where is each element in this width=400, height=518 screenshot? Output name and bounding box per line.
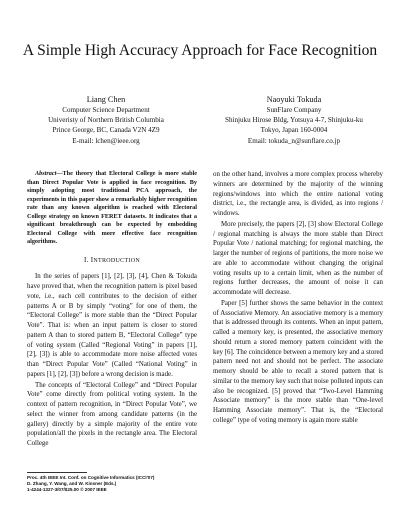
conference-footer <box>27 475 197 493</box>
author-name: Naoyuki Tokuda <box>266 95 322 104</box>
author-affiliation-line: Shinjuku Hirose Bldg, Yotsuya 4-7, Shinjuku-ku <box>225 116 363 125</box>
author-block-2 <box>196 94 392 146</box>
body-paragraph: The concepts of “Electoral College” and “Direct Popular Vote” come directly from political voting system. In the context of pattern recognition, in “Direct Popular Vote”, we select the winner from among candidate patterns (in the gallery) directly by a simple majority of the entire vote population/all the pixels in the rectangle area. The Electoral College <box>27 381 197 447</box>
abstract-label: Abstract <box>35 170 57 177</box>
left-column <box>27 170 197 450</box>
author-affiliation-line: Univeristy of Northern British Columbia <box>48 116 164 125</box>
section-heading <box>27 256 197 267</box>
section-numeral: I. <box>83 255 89 264</box>
author-affiliation-line: Computer Science Department <box>62 106 150 114</box>
footer-line: Proc. 4th IEEE Int. Conf. on Cognitive Informatics (ICCI'07) <box>27 475 155 480</box>
footer-rule <box>27 472 87 473</box>
author-affiliation-line: Prince George, BC, Canada V2N 4Z9 <box>52 126 160 135</box>
body-paragraph: More precisely, the papers [2], [3] show Electoral College / regional matching is always the more stable than Direct Popular Vote / national matching; for regional matching, the larger the number of regions of partitions, the more noise we are able to accommodate without changing the original voting results up to a certain limit, when as the number of regions further decreases, the amount of noise it can accommodate will decrease. <box>213 220 383 296</box>
body-paragraph: In the series of papers [1], [2], [3], [4], Chen & Tokuda have proved that, when the recognition pattern is pixel based vote, i.e., each cell contributes to the decision of either patterns A or B by simply “voting” for one of them, the “Electoral College” is more stable than the “Direct Popular Vote”. That is: when an input pattern is closer to stored pattern A than to stored pattern B, “Electoral College” type of voting system (Called “Regional Voting” in papers [1], [2], [3]) is able to accommodate more noise affected votes than “Direct Popular Vote” (Called “National Voting” in papers [1], [2], [3]) before a wrong decision is made. <box>27 273 197 378</box>
author-email: Email: tokuda_n@sunflare.co.jp <box>247 136 341 145</box>
section-first-letter: I <box>90 255 94 264</box>
section-title-rest: NTRODUCTION <box>93 257 141 264</box>
body-paragraph: Paper [5] further shows the same behavior in the context of Associative Memory. An associative memory is a memory that is addressed through its contents. When an input pattern, called a memory key, is presented, the associative memory should return a stored memory pattern coincident with the key [6]. The coincidence between a memory key and a stored pattern need not and should not be perfect. The associate memory should be able to recall a stored pattern that is similar to the memory key such that noise polluted inputs can also be recognized. [5] proved that “Two-Level Hamming Associate memory” is the more stable than “One-level Hamming Associate memory”. That is, the “Electoral college” type of voting memory is again more stable <box>213 299 383 424</box>
footer-line: D. Zhang, Y. Wang, and W. Kinsner (Eds.) <box>27 481 117 486</box>
right-column <box>213 170 383 427</box>
author-name: Liang Chen <box>86 95 126 104</box>
author-block-1 <box>12 94 200 146</box>
abstract-text: —The theory that Electoral College is more stable than Direct Popular Vote is applied in face recognition. By simply adopting most traditional PCA approach, the experiments in this paper show a remarkably higher recognition rate than any known algorithm is reached with Electoral College strategy on known FERET datasets. It indicates that a significant breakthrough can be expected by embedding Electoral College with more effective face recognition algorithms. <box>27 170 197 245</box>
paper-title: A Simple High Accuracy Approach for Face Recognition <box>22 42 378 59</box>
author-affiliation-line: Tokyo, Japan 160-0004 <box>260 126 328 135</box>
footer-line: 1-4244-1327-3/07/$25.00 © 2007 IEEE <box>27 487 107 492</box>
author-affiliation-line: SunFlare Company <box>266 106 322 114</box>
author-email: E-mail: lchen@ieee.org <box>72 136 140 145</box>
abstract <box>27 170 197 247</box>
body-paragraph: on the other hand, involves a more complex process whereby winners are determined by the majority of the winning regions/windows into which the entire national voting district, i.e., the rectangle area, is divided, as into regions / windows. <box>213 171 383 217</box>
